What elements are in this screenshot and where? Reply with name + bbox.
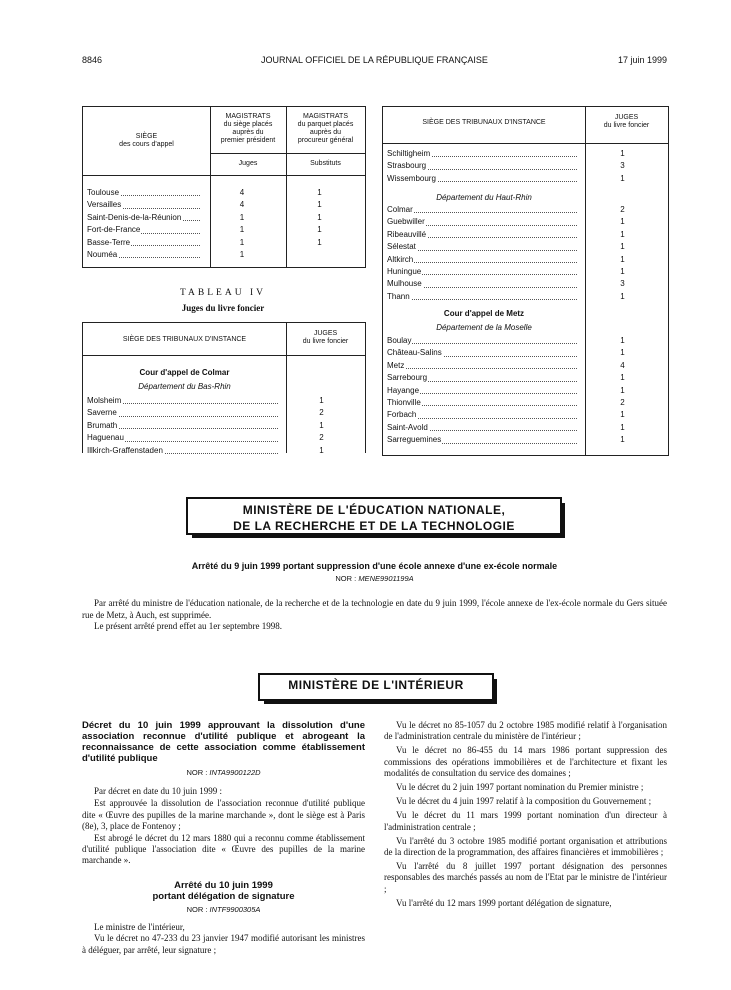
- row-label: Forbach: [387, 410, 417, 420]
- table-row: [387, 422, 666, 434]
- arrete-delegation-nor: [82, 905, 365, 914]
- row-name: [387, 397, 581, 409]
- row-name: [387, 385, 581, 397]
- col-header-juges-livre-foncier: JUGES du livre foncier: [302, 330, 349, 345]
- row-label: Saint-Avold: [387, 422, 428, 432]
- row-name: [87, 407, 282, 419]
- row-value: 1: [239, 250, 245, 260]
- row-label: Molsheim: [87, 396, 122, 405]
- row-value: 1: [239, 237, 245, 247]
- row-name: [387, 216, 581, 228]
- row-name: [387, 372, 581, 384]
- row-value: 1: [317, 200, 322, 210]
- right-column-paragraph: Vu l'arrêté du 3 octobre 1985 modifié portant organisation et attributions de la direction de la programmation, des affaires financières et immobilières ;: [384, 835, 667, 858]
- decret-p1: Par décret en date du 10 juin 1999 :: [94, 786, 222, 796]
- issue-date: 17 juin 1999: [617, 55, 667, 65]
- row-label: Toulouse: [87, 188, 120, 197]
- table-row: [87, 445, 363, 457]
- row-value: 1: [620, 217, 625, 227]
- court-metz: Cour d'appel de Metz: [443, 309, 525, 318]
- ministry-education-banner: [186, 497, 562, 535]
- row-name: [387, 160, 581, 172]
- row-value: 1: [317, 237, 322, 247]
- row-value: 2: [620, 205, 625, 214]
- row-value: 2: [319, 433, 324, 443]
- row-value: 1: [620, 348, 625, 358]
- table-row: [387, 397, 666, 409]
- page-header: [82, 55, 667, 69]
- row-name: [87, 420, 282, 432]
- courts-rows: [87, 187, 363, 261]
- row-value: 1: [620, 336, 625, 345]
- row-name: [87, 224, 204, 236]
- row-label: Château-Salins: [387, 348, 442, 358]
- row-name: [87, 445, 282, 457]
- row-label: Mulhouse: [387, 279, 422, 289]
- right-column-paragraph: Vu le décret du 2 juin 1997 portant nomination du Premier ministre ;: [396, 782, 644, 793]
- row-value: 1: [620, 229, 625, 239]
- arrete-delegation-p2: Vu le décret no 47-233 du 23 janvier 1947 modifié autorisant les ministres à déléguer, par arrêté, leur signature ;: [82, 933, 365, 955]
- row-value: 1: [620, 385, 625, 395]
- row-label: Schiltigheim: [387, 149, 431, 158]
- dept-bas-rhin: Département du Bas-Rhin: [138, 382, 231, 391]
- row-name: [387, 335, 581, 347]
- col-header-magistrats-siege: MAGISTRATS du siège placés auprès du premier président: [220, 113, 276, 144]
- tableau-iv-rows: [87, 395, 363, 457]
- nor-code: INTF9900305A: [209, 905, 261, 914]
- row-label: Illkirch-Graffenstaden: [87, 445, 163, 455]
- ministry-interieur-banner: [258, 673, 494, 701]
- tableau-iv-table: [82, 322, 366, 453]
- arrete-ecole-p2: Le présent arrêté prend effet au 1er septembre 1998.: [94, 621, 282, 631]
- nor-code: INTA9900122D: [209, 768, 261, 777]
- decret-p3: Est abrogé le décret du 12 mars 1880 qui a reconnu comme établissement d'utilité publique l'association dite « Œuvre des pupilles de la marine marchande ».: [82, 832, 365, 866]
- decret-body: [82, 786, 365, 870]
- row-value: 1: [620, 267, 625, 277]
- row-name: [87, 432, 282, 444]
- table-row: [387, 204, 666, 216]
- row-name: [387, 266, 581, 278]
- row-name: [87, 212, 204, 224]
- row-value: 1: [239, 225, 245, 235]
- row-value: 2: [319, 408, 324, 418]
- row-value: 1: [317, 212, 322, 222]
- table-row: [87, 237, 363, 249]
- col-header-siege-tribunaux: SIÈGE DES TRIBUNAUX D'INSTANCE: [122, 336, 247, 343]
- row-label: Guebwiller: [387, 217, 425, 227]
- table-row: [87, 395, 363, 407]
- arrete-ecole-body: [82, 598, 667, 633]
- table-row: [387, 372, 666, 384]
- row-value: 1: [317, 225, 322, 235]
- table-row: [87, 187, 363, 199]
- row-value: 1: [620, 373, 625, 383]
- right-column-paragraph: Vu l'arrêté du 8 juillet 1997 portant désignation des personnes responsables des marchés passés au nom de l'Etat par le ministre de l'intérieur ;: [384, 861, 667, 894]
- arrete-delegation-title-line1: Arrêté du 10 juin 1999: [174, 880, 273, 891]
- tableau-iv-title: TABLEAU IV: [180, 288, 266, 298]
- row-name: [387, 204, 581, 216]
- row-label: Nouméa: [87, 250, 118, 260]
- table-row: [87, 407, 363, 419]
- row-label: Thionville: [387, 398, 421, 408]
- ministry-interieur-title: MINISTÈRE DE L'INTÉRIEUR: [288, 678, 464, 692]
- row-label: Saint-Denis-de-la-Réunion: [87, 212, 182, 222]
- row-value: 2: [620, 398, 625, 408]
- right-column-paragraph: Vu l'arrêté du 12 mars 1999 portant délégation de signature,: [396, 897, 612, 908]
- right-rows-haut-rhin: [387, 204, 666, 303]
- table-row: [387, 409, 666, 421]
- row-value: 3: [620, 279, 625, 289]
- col-subheader-substituts: Substituts: [310, 160, 341, 167]
- table-row: [387, 241, 666, 253]
- row-label: Hayange: [387, 385, 420, 395]
- row-label: Boulay: [387, 336, 412, 345]
- table-row: [387, 434, 666, 446]
- arrete-delegation-p1: Le ministre de l'intérieur,: [94, 922, 185, 932]
- right-column-paragraph: Vu le décret du 11 mars 1999 portant nomination d'un directeur à l'administration centrale ;: [384, 810, 667, 832]
- col-subheader-juges: Juges: [238, 160, 258, 167]
- table-row: [387, 347, 666, 359]
- table-row: [387, 216, 666, 228]
- row-value: 1: [620, 149, 625, 158]
- journal-title: JOURNAL OFFICIEL DE LA RÉPUBLIQUE FRANÇAISE: [261, 55, 488, 65]
- row-label: Sélestat: [387, 242, 416, 252]
- page-number: 8846: [82, 55, 103, 65]
- row-label: Basse-Terre: [87, 237, 131, 247]
- right-rows-moselle: [387, 335, 666, 447]
- ministry-education-line2: DE LA RECHERCHE ET DE LA TECHNOLOGIE: [233, 519, 515, 533]
- row-label: Sarrebourg: [387, 373, 428, 383]
- row-name: [387, 278, 581, 290]
- row-label: Saverne: [87, 408, 117, 418]
- decret-p2: Est approuvée la dissolution de l'association reconnue d'utilité publique dite « Œuvre des pupilles de la marine marchande », dont le siège est à Paris (8e), 3, place de Fontenoy ;: [82, 798, 365, 832]
- col-header-juges-right: JUGES du livre foncier: [603, 114, 650, 129]
- row-name: [87, 199, 204, 211]
- row-value: [280, 249, 359, 261]
- right-rows-top: [387, 148, 666, 185]
- row-label: Strasbourg: [387, 161, 427, 171]
- row-value: 1: [317, 188, 322, 197]
- row-name: [87, 249, 204, 261]
- table-row: [387, 173, 666, 185]
- row-label: Ribeauvillé: [387, 229, 427, 239]
- row-name: [387, 347, 581, 359]
- row-name: [387, 241, 581, 253]
- row-label: Wissembourg: [387, 173, 436, 183]
- row-value: 1: [319, 420, 324, 430]
- row-label: Versailles: [87, 200, 122, 210]
- row-label: Brumath: [87, 420, 118, 430]
- right-column-text: [384, 720, 667, 912]
- row-label: Thann: [387, 291, 410, 301]
- table-row: [387, 160, 666, 172]
- courts-table: [82, 106, 366, 268]
- row-value: 1: [620, 422, 625, 432]
- right-column-paragraph: Vu le décret no 86-455 du 14 mars 1986 portant suppression des commissions des opérations immobilières et de l'architecture et fixant les modalités de consultation du service des domaines ;: [384, 745, 667, 778]
- arrete-ecole-title: Arrêté du 9 juin 1999 portant suppression d'une école annexe d'une ex-école normale: [191, 561, 558, 571]
- row-value: 4: [620, 360, 625, 370]
- table-row: [387, 385, 666, 397]
- row-name: [387, 148, 581, 160]
- arrete-delegation-title: [82, 880, 365, 902]
- row-value: 4: [239, 200, 245, 210]
- tableau-iv-subtitle: Juges du livre foncier: [181, 303, 265, 313]
- row-name: [387, 291, 581, 303]
- row-value: 1: [319, 396, 324, 405]
- row-label: Sarreguemines: [387, 435, 442, 445]
- table-row: [387, 335, 666, 347]
- row-value: 1: [620, 173, 625, 183]
- row-label: Huningue: [387, 267, 422, 277]
- row-name: [87, 237, 204, 249]
- col-header-siege: SIÈGE des cours d'appel: [119, 133, 174, 148]
- right-column-paragraph: Vu le décret du 4 juin 1997 relatif à la composition du Gouvernement ;: [396, 796, 652, 807]
- col-header-siege-tribunaux-right: SIÈGE DES TRIBUNAUX D'INSTANCE: [422, 119, 546, 126]
- row-name: [87, 187, 204, 199]
- row-name: [87, 395, 282, 407]
- table-row: [387, 266, 666, 278]
- table-row: [387, 229, 666, 241]
- row-label: Haguenau: [87, 433, 124, 443]
- nor-label: NOR :: [186, 905, 208, 914]
- col-header-magistrats-parquet: MAGISTRATS du parquet placés auprès du procureur général: [297, 113, 354, 144]
- table-row: [387, 254, 666, 266]
- row-value: 1: [620, 435, 625, 445]
- arrete-delegation-title-line2: portant délégation de signature: [152, 891, 295, 902]
- table-row: [387, 360, 666, 372]
- table-row: [87, 199, 363, 211]
- decret-title: Décret du 10 juin 1999 approuvant la dissolution d'une association reconnue d'utilité publique et abrogeant la reconnaissance de cette association comme établissement d'utilité publique: [82, 720, 365, 764]
- row-value: 1: [620, 242, 625, 252]
- row-value: 4: [239, 188, 245, 197]
- arrete-ecole-p1: Par arrêté du ministre de l'éducation nationale, de la recherche et de la technologie en date du 9 juin 1999, l'école annexe de l'ex-école normale du Gers située rue de Metz, à Auch, est supprimée.: [82, 598, 667, 620]
- dept-moselle: Département de la Moselle: [436, 323, 532, 332]
- row-label: Metz: [387, 360, 405, 370]
- row-value: 1: [620, 254, 625, 264]
- table-row: [87, 212, 363, 224]
- nor-code: MENE9901199A: [358, 574, 414, 583]
- nor-label: NOR :: [335, 574, 357, 583]
- arrete-delegation-body: [82, 922, 365, 959]
- row-name: [387, 434, 581, 446]
- table-row: [387, 148, 666, 160]
- row-value: 1: [620, 410, 625, 420]
- nor-label: NOR :: [186, 768, 208, 777]
- row-label: Colmar: [387, 205, 413, 214]
- table-row: [87, 420, 363, 432]
- row-name: [387, 409, 581, 421]
- row-label: Altkirch: [387, 254, 414, 264]
- decret-nor: [82, 768, 365, 777]
- right-table: [382, 106, 669, 456]
- table-row: [87, 224, 363, 236]
- row-value: 1: [239, 212, 245, 222]
- table-row: [387, 278, 666, 290]
- table-row: [87, 432, 363, 444]
- row-name: [387, 229, 581, 241]
- row-name: [387, 254, 581, 266]
- court-colmar: Cour d'appel de Colmar: [139, 368, 230, 377]
- ministry-education-line1: MINISTÈRE DE L'ÉDUCATION NATIONALE,: [242, 503, 506, 517]
- row-value: 1: [319, 445, 324, 455]
- row-value: 3: [620, 161, 625, 171]
- right-column-paragraph: Vu le décret no 85-1057 du 2 octobre 1985 modifié relatif à l'organisation de l'administration centrale du ministère de l'intérieur ;: [384, 720, 667, 742]
- row-name: [387, 360, 581, 372]
- table-row: [387, 291, 666, 303]
- row-name: [387, 173, 581, 185]
- table-row: [87, 249, 363, 261]
- dept-haut-rhin: Département du Haut-Rhin: [436, 193, 532, 202]
- arrete-ecole-nor: [82, 574, 667, 583]
- row-label: Fort-de-France: [87, 225, 141, 235]
- row-name: [387, 422, 581, 434]
- row-value: 1: [620, 291, 625, 301]
